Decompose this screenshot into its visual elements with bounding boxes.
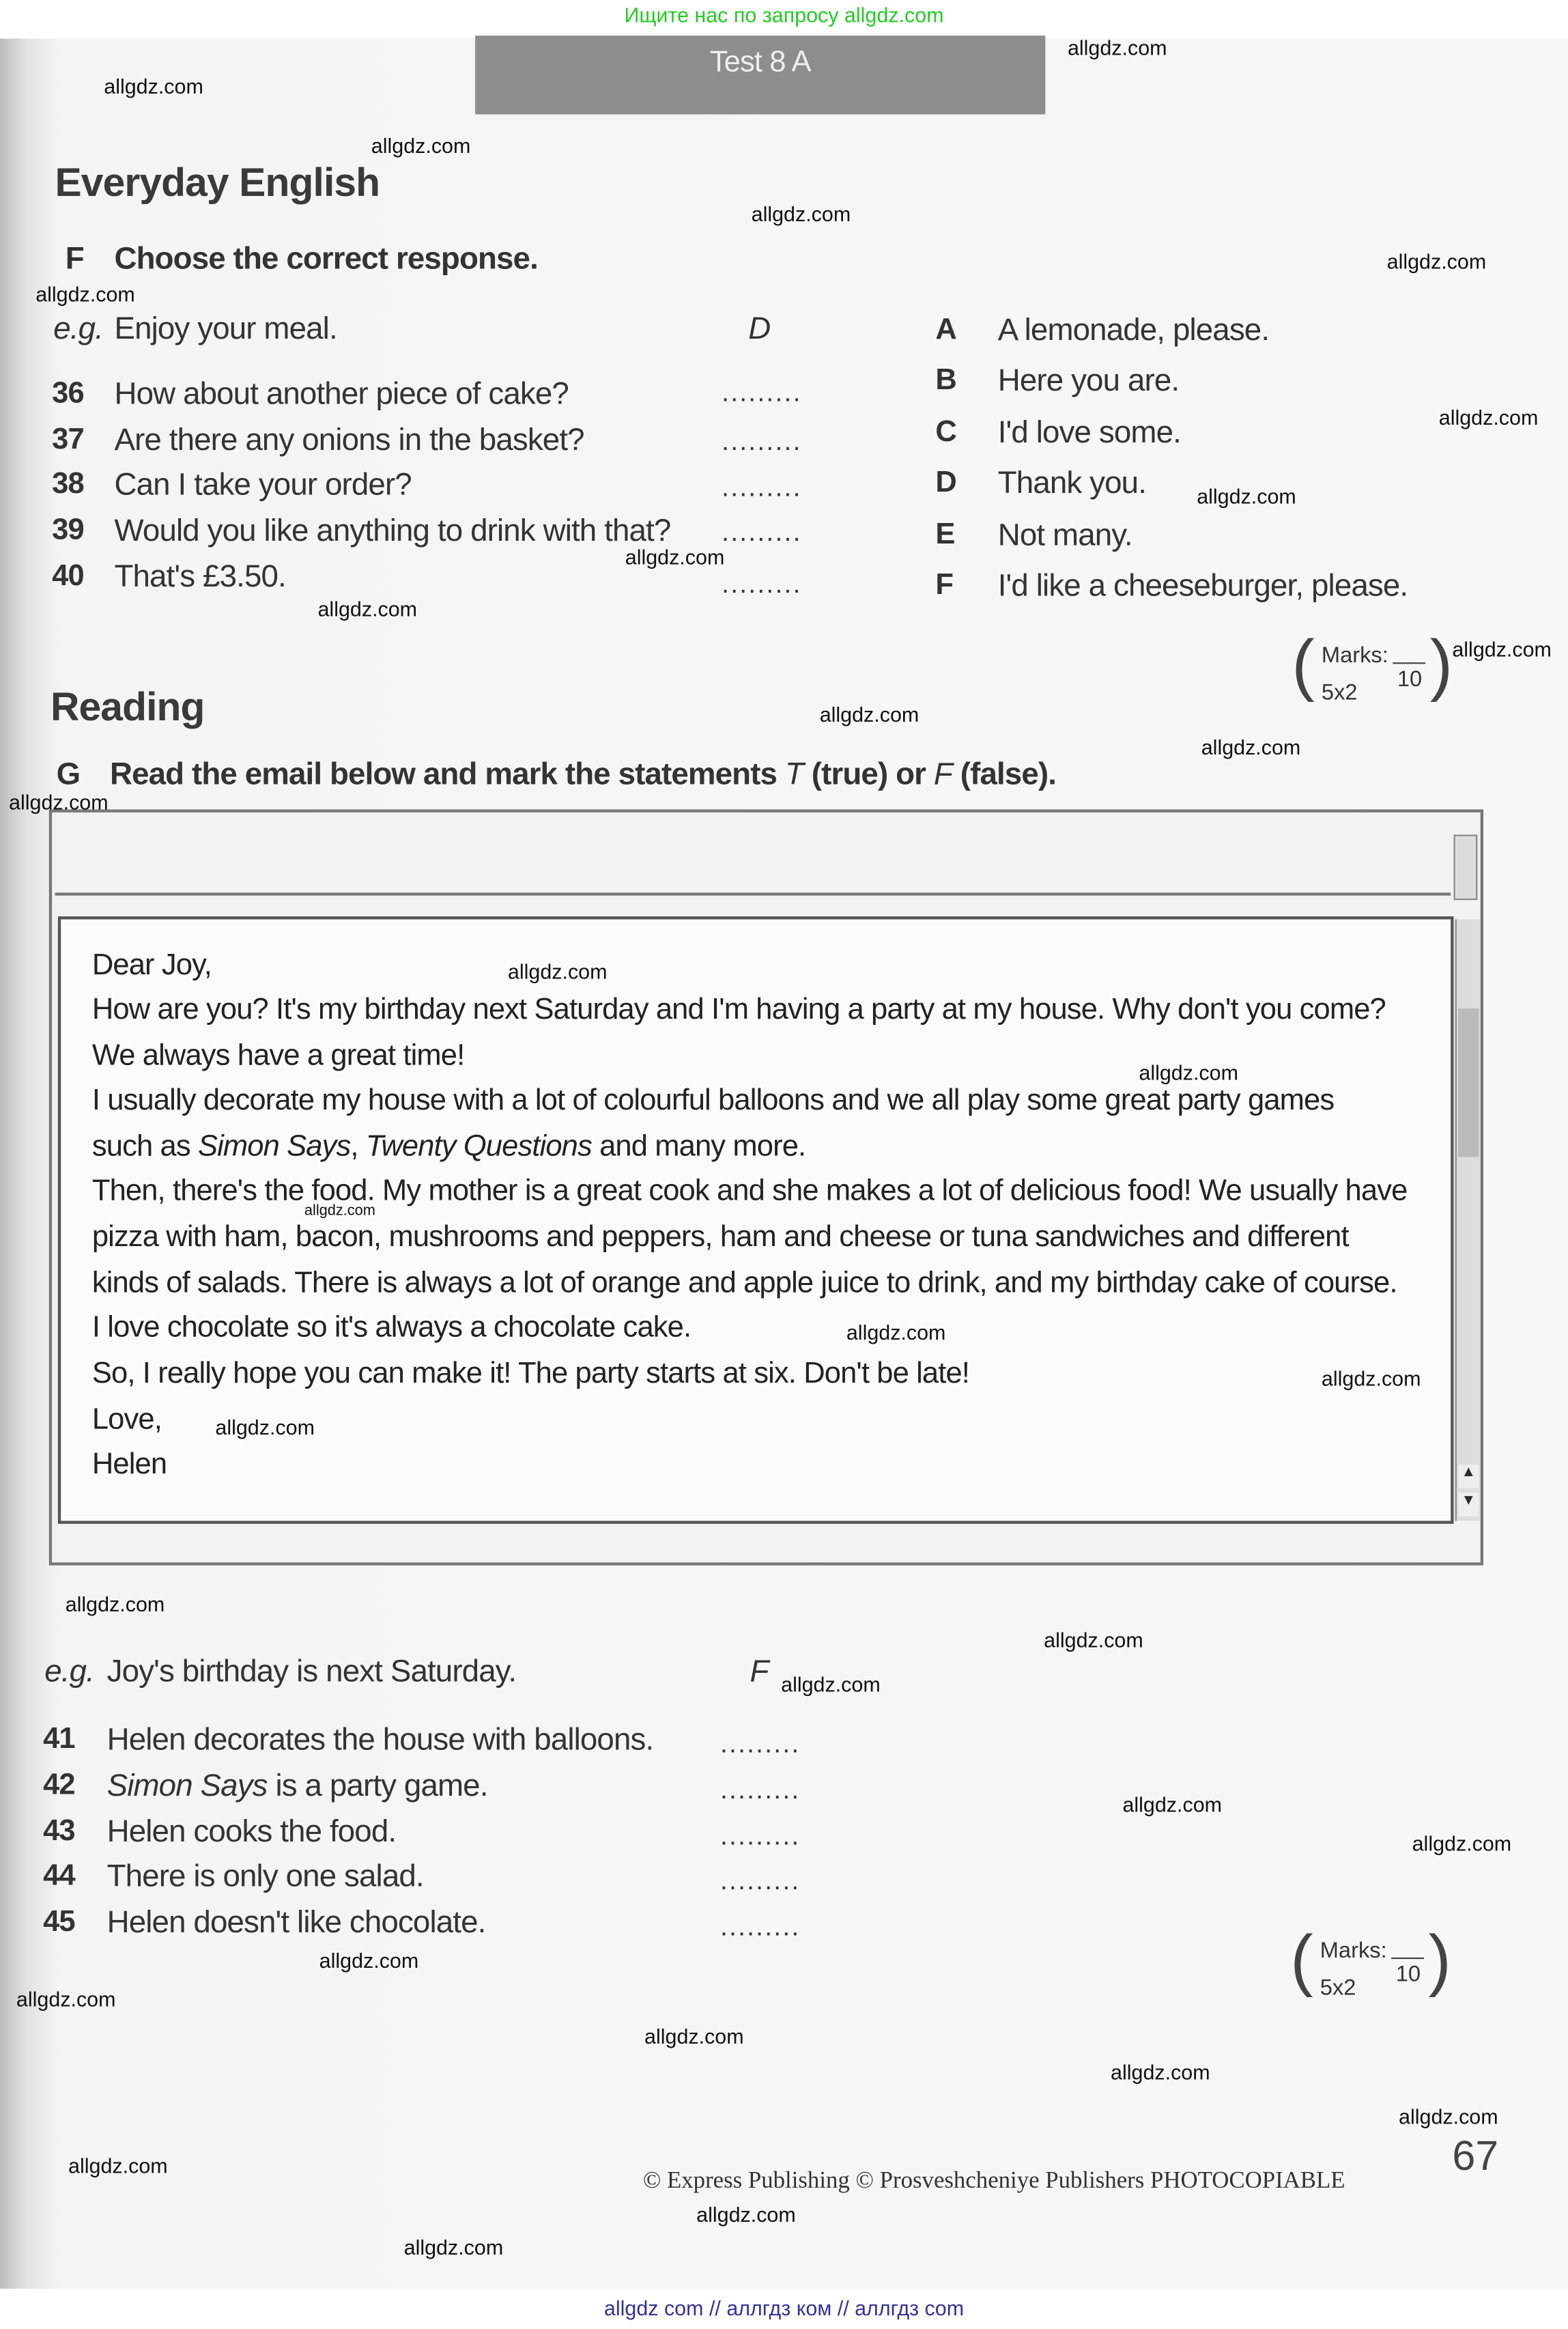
option-item <box>935 363 1180 398</box>
game-name: Simon Says <box>106 1768 268 1803</box>
option-letter: C <box>935 416 957 449</box>
watermark: allgdz.com <box>1321 1366 1421 1390</box>
window-divider <box>55 892 1451 895</box>
instruction-text: Read the email below and mark the statements <box>109 757 785 792</box>
instruction-text: (true) or <box>803 757 934 792</box>
watermark: allgdz.com <box>1452 637 1552 661</box>
email-scrollbar[interactable] <box>1455 919 1481 1521</box>
answer-blank[interactable]: ......... <box>722 569 802 599</box>
question-number: 36 <box>52 377 84 410</box>
answer-blank[interactable]: ......... <box>722 377 802 408</box>
example-answer: F <box>750 1654 769 1689</box>
option-letter: B <box>935 363 957 397</box>
statement-number: 42 <box>43 1768 75 1802</box>
question-text: That's £3.50. <box>114 560 286 595</box>
answer-blank[interactable]: ......... <box>722 516 802 547</box>
example-label: e.g. <box>44 1654 94 1689</box>
statement-text: is a party game. <box>267 1768 488 1803</box>
answer-blank[interactable]: ......... <box>719 1911 801 1941</box>
watermark: allgdz.com <box>696 2202 796 2227</box>
statement-item <box>43 1723 654 1758</box>
instruction-false: F <box>933 757 952 792</box>
instruction-text: (false). <box>952 757 1057 792</box>
watermark: allgdz.com <box>644 2024 744 2048</box>
email-line: I usually decorate my house with a lot of colourful balloons and we all play some great party games <box>91 1084 1335 1117</box>
option-letter: D <box>935 466 957 499</box>
marks-line <box>1393 662 1425 664</box>
watermark: allgdz.com <box>1122 1792 1223 1817</box>
option-text: I'd love some. <box>997 416 1181 451</box>
marks-multiplier: 5x2 <box>1321 680 1358 706</box>
marks-label: Marks: <box>1321 643 1388 668</box>
email-text: and many more. <box>591 1130 806 1163</box>
paren-right: ) <box>1429 625 1453 703</box>
watermark: allgdz.com <box>1201 735 1301 759</box>
email-text: such as <box>91 1130 198 1163</box>
option-item <box>935 569 1408 604</box>
option-letter: E <box>935 518 956 551</box>
section-heading-reading: Reading <box>50 684 205 730</box>
paren-right: ) <box>1428 1920 1451 1998</box>
question-item <box>52 513 671 548</box>
watermark: allgdz.com <box>1197 484 1296 508</box>
watermark: allgdz.com <box>846 1320 946 1344</box>
email-closing: Love, <box>91 1403 162 1437</box>
option-text: Thank you. <box>997 466 1147 501</box>
email-signature: Helen <box>91 1448 167 1481</box>
statement-number: 41 <box>43 1723 75 1756</box>
watermark: allgdz.com <box>1139 1060 1238 1084</box>
watermark: allgdz.com <box>507 959 608 983</box>
watermark: allgdz.com <box>625 545 725 569</box>
statement-text: There is only one salad. <box>106 1859 424 1894</box>
answer-blank[interactable]: ......... <box>719 1865 801 1895</box>
watermark: allgdz.com <box>1067 36 1167 60</box>
answer-blank[interactable]: ......... <box>722 472 802 503</box>
question-text: Would you like anything to drink with that? <box>114 513 671 548</box>
question-item <box>52 560 286 595</box>
paren-left: ( <box>1290 1920 1313 1998</box>
example-label: e.g. <box>53 311 104 346</box>
question-item <box>52 468 412 503</box>
statement-number: 43 <box>43 1815 75 1848</box>
bottom-banner[interactable]: allgdz com // аллгдз ком // аллгдз com <box>603 2296 965 2320</box>
watermark: allgdz.com <box>403 2235 504 2259</box>
marks-total: 10 <box>1397 666 1423 692</box>
paren-left: ( <box>1292 625 1315 703</box>
example-answer: D <box>748 311 771 346</box>
statement-text: Helen doesn't like chocolate. <box>106 1905 486 1940</box>
answer-blank[interactable]: ......... <box>719 1820 801 1851</box>
email-line: kinds of salads. There is always a lot of orange and apple juice to drink, and my birthday cake of course. <box>91 1267 1397 1300</box>
question-number: 37 <box>52 423 84 456</box>
instruction-true: T <box>784 757 803 792</box>
exercise-instruction: Choose the correct response. <box>114 242 538 277</box>
email-line <box>92 1130 806 1164</box>
page-number: 67 <box>1452 2132 1499 2179</box>
email-line: We always have a great time! <box>91 1039 465 1073</box>
email-line: I love chocolate so it's always a chocolate cake. <box>91 1311 692 1344</box>
example-text: Enjoy your meal. <box>114 311 337 346</box>
statement-item <box>43 1768 488 1803</box>
option-letter: A <box>935 313 957 346</box>
watermark: allgdz.com <box>215 1415 315 1439</box>
game-name: Simon Says <box>197 1130 351 1163</box>
watermark: allgdz.com <box>35 282 135 307</box>
statement-item <box>43 1859 424 1894</box>
question-item <box>52 377 569 412</box>
option-item <box>935 518 1132 553</box>
test-title-banner <box>475 36 1045 114</box>
email-line: Then, there's the food. My mother is a great cook and she makes a lot of delicious food! We usually have <box>91 1174 1408 1208</box>
scroll-up-icon[interactable]: ▲ <box>1458 1465 1479 1488</box>
question-number: 38 <box>52 468 84 501</box>
statement-text: Helen cooks the food. <box>106 1815 397 1850</box>
option-item <box>935 466 1147 501</box>
question-text: Are there any onions in the basket? <box>114 423 584 457</box>
question-number: 40 <box>52 560 84 593</box>
test-title: Test 8 A <box>709 46 811 79</box>
email-line: How are you? It's my birthday next Saturday and I'm having a party at my house. Why don't you come? <box>91 993 1386 1027</box>
watermark: allgdz.com <box>1111 2060 1210 2084</box>
statement-item <box>43 1905 486 1940</box>
watermark: allgdz.com <box>68 2154 168 2177</box>
question-number: 39 <box>52 513 84 547</box>
section-heading-everyday-english: Everyday English <box>55 160 380 206</box>
statement-item <box>43 1815 397 1850</box>
watermark: allgdz.com <box>9 790 109 815</box>
watermark: allgdz.com <box>317 597 418 621</box>
statement-text: Helen decorates the house with balloons. <box>106 1723 654 1758</box>
statement-number: 44 <box>43 1859 75 1893</box>
option-text: A lemonade, please. <box>997 313 1270 348</box>
question-text: How about another piece of cake? <box>114 377 569 412</box>
marks-label: Marks: <box>1320 1938 1387 1964</box>
email-line: pizza with ham, bacon, mushrooms and peppers, ham and cheese or tuna sandwiches and different <box>91 1221 1349 1254</box>
email-greeting: Dear Joy, <box>91 948 212 982</box>
watermark: allgdz.com <box>1399 2104 1498 2129</box>
example-text: Joy's birthday is next Saturday. <box>106 1654 517 1689</box>
watermark: allgdz.com <box>16 1987 116 2012</box>
watermark: allgdz.com <box>65 1592 165 1616</box>
watermark: allgdz.com <box>304 1202 375 1219</box>
watermark: allgdz.com <box>319 1948 419 1973</box>
watermark: allgdz.com <box>1386 249 1487 274</box>
question-text: Can I take your order? <box>114 468 412 503</box>
watermark: allgdz.com <box>781 1672 881 1697</box>
marks-line <box>1391 1958 1424 1959</box>
option-item <box>935 416 1181 451</box>
option-item <box>935 313 1270 348</box>
answer-blank[interactable]: ......... <box>719 1728 801 1759</box>
copyright: © Express Publishing © Prosveshcheniye Publishers PHOTOCOPIABLE <box>642 2168 1345 2194</box>
option-text: I'd like a cheeseburger, please. <box>997 569 1408 604</box>
email-window <box>49 809 1483 1565</box>
watermark: allgdz.com <box>1044 1628 1143 1652</box>
email-line: So, I really hope you can make it! The party starts at six. Don't be late! <box>91 1357 970 1390</box>
header-scrollbar[interactable] <box>1454 834 1478 900</box>
option-text: Not many. <box>997 518 1132 553</box>
exercise-letter: G <box>56 757 81 792</box>
exercise-letter: F <box>65 242 84 277</box>
game-name: Twenty Questions <box>365 1130 592 1163</box>
marks-multiplier: 5x2 <box>1320 1975 1356 2001</box>
watermark: allgdz.com <box>751 201 851 226</box>
email-text: , <box>350 1130 366 1163</box>
watermark: allgdz.com <box>1412 1831 1512 1855</box>
statement-number: 45 <box>43 1905 75 1938</box>
exercise-instruction <box>110 757 1056 793</box>
question-item <box>52 423 584 457</box>
option-letter: F <box>935 569 954 602</box>
scroll-down-icon[interactable]: ▼ <box>1458 1493 1479 1516</box>
top-banner[interactable]: Ищите нас по запросу allgdz.com <box>624 3 944 27</box>
answer-blank[interactable]: ......... <box>719 1775 801 1805</box>
option-text: Here you are. <box>997 363 1180 398</box>
answer-blank[interactable]: ......... <box>722 426 802 456</box>
watermark: allgdz.com <box>1438 405 1539 429</box>
marks-total: 10 <box>1395 1962 1421 1988</box>
watermark: allgdz.com <box>104 74 203 98</box>
watermark: allgdz.com <box>819 702 920 726</box>
scrollbar-thumb[interactable] <box>1458 1008 1479 1157</box>
watermark: allgdz.com <box>371 133 471 158</box>
